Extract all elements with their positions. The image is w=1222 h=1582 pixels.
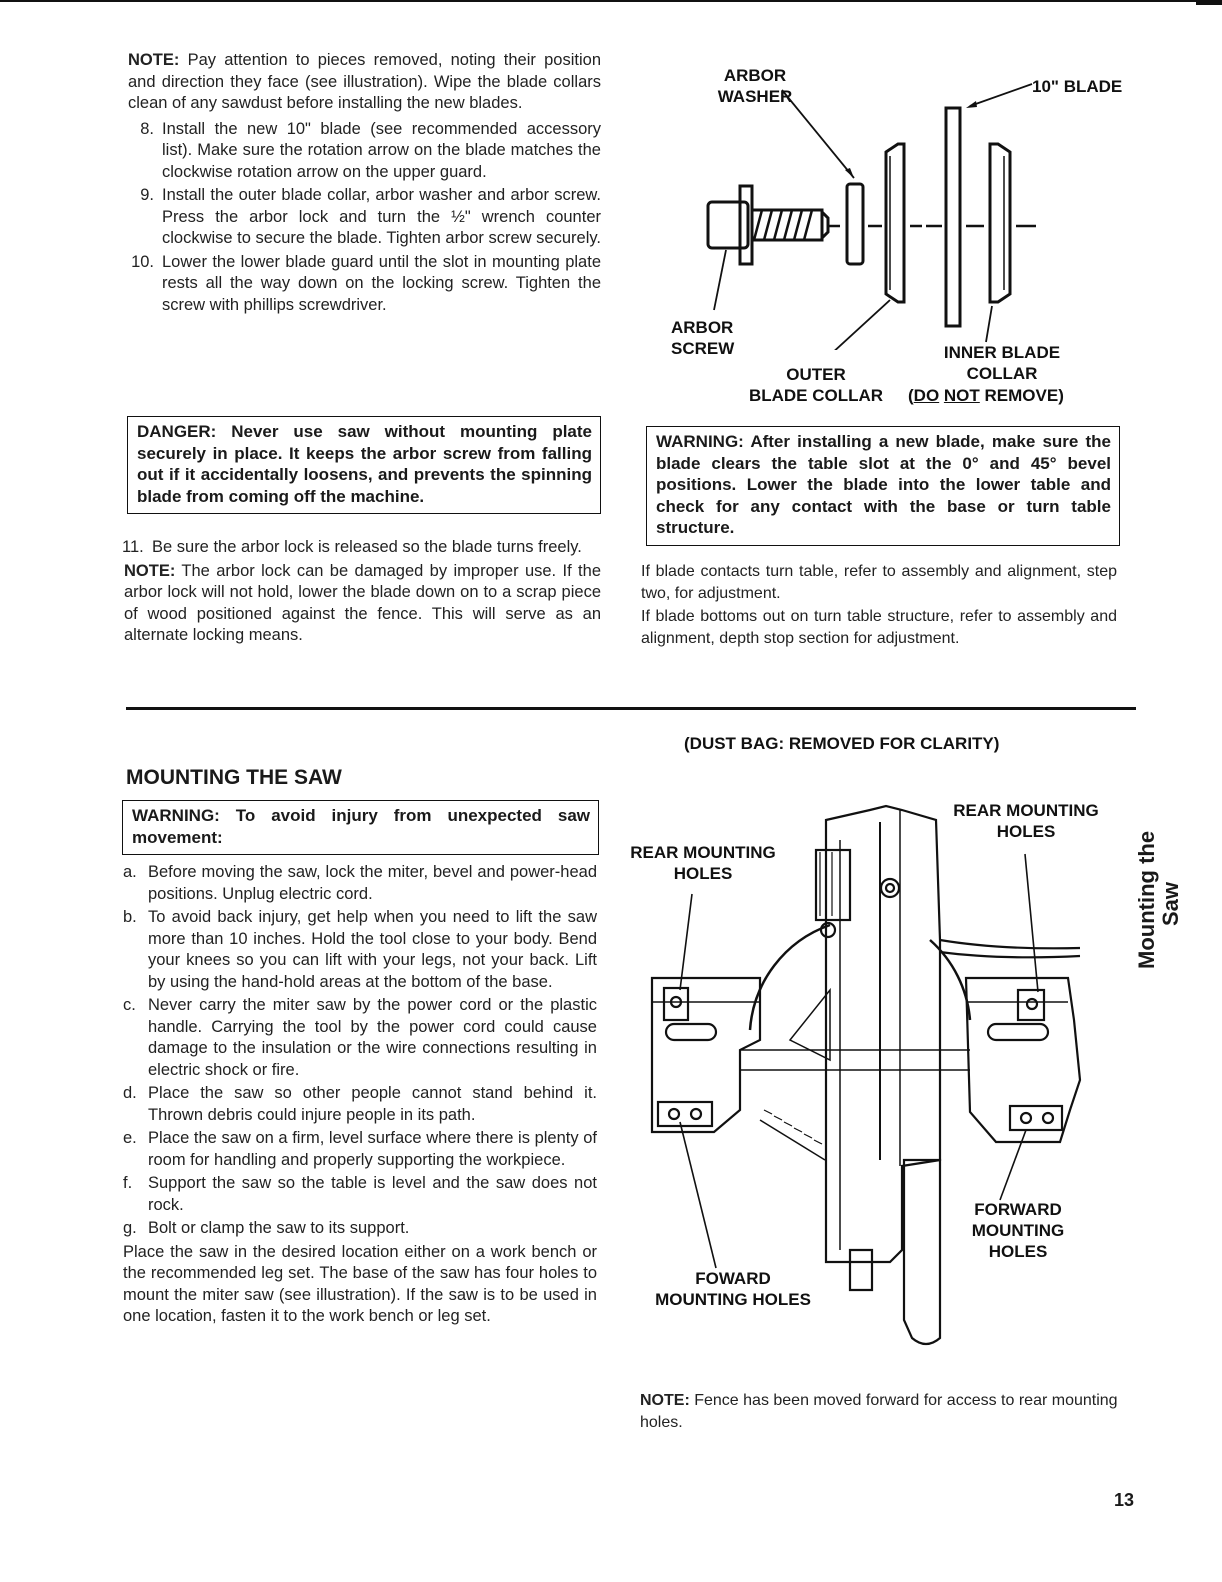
forward-left-holes [658,1102,712,1126]
note2-paragraph [124,561,601,647]
fence-note [640,1390,1118,1433]
label-line: INNER BLADE [943,343,1061,362]
label-line: MOUNTING [971,1221,1065,1240]
saw-handle [904,1160,940,1344]
top-rule-corner [1196,0,1222,5]
outer-collar-label [736,364,896,406]
do-word: DO [913,386,940,405]
label-line: BLADE COLLAR [748,386,884,405]
list-item [123,1173,597,1216]
item-letter: f. [123,1174,133,1192]
rear-right-hole [1018,990,1044,1020]
outer-blade-collar [886,144,904,302]
note-label: NOTE: [640,1392,690,1409]
install-steps [122,119,601,317]
side-tab-line: Saw [1158,881,1183,927]
mounting-list [123,862,597,1240]
note2-text: The arbor lock can be damaged by improper use. If the arbor lock will not hold, lower the blade down on to a scrap piece of wood positioned against the fence. This will serve as an alternate locking means. [124,561,601,644]
list-item [123,862,597,905]
item-letter: d. [123,1084,137,1102]
page-number: 13 [1114,1490,1135,1510]
step-number: 9. [140,186,154,204]
pivot-bolt [881,879,899,897]
top-rule [0,0,1222,2]
diagram-caption: (DUST BAG: REMOVED FOR CLARITY) [684,734,1000,753]
item-text: To avoid back injury, get help when you need to lift the saw more than 10 inches. Hold the tool close to your body. Bend your knees so you can lift with your legs, not your back. Lift by using the hand-hold areas at the bottom of the base. [148,908,597,991]
blade-warning-box: WARNING: After installing a new blade, make sure the blade clears the table slot at the 0° and 45° bevel positions. Lower the blade into the lower table and check for any contact with the base or turn table structure. [646,426,1120,546]
not-word: NOT [943,386,980,405]
list-item [122,119,601,184]
section-divider [126,707,1136,710]
label-line: HOLES [673,864,733,883]
section-heading: MOUNTING THE SAW [126,766,342,789]
item-letter: c. [123,996,136,1014]
note-text: Pay attention to pieces removed, noting their position and direction they face (see illustration). Wipe the blade collars clean of any sawdust before installing the new blades. [128,51,601,112]
mounting-instructions [123,862,597,1328]
item-letter: e. [123,1129,137,1147]
label-line: OUTER [786,365,846,384]
blade-assembly-diagram [640,50,1160,420]
list-item [122,252,601,317]
label-line: MOUNTING HOLES [655,1290,811,1309]
label-line: WASHER [717,87,793,106]
fence-note-paragraph [640,1390,1118,1433]
do-not-remove-label [908,385,1064,406]
hand-hold-left [666,1024,716,1040]
item-text: Never carry the miter saw by the power cord or the plastic handle. Carrying the tool by the power cord could cause damage to the insulation or the wire connections resulting in electric shock or fire. [148,996,597,1079]
top-left-column [128,50,601,318]
note2-label: NOTE: [124,561,176,580]
label-line: ARBOR [671,318,734,337]
label-line: FOWARD [695,1269,771,1288]
saw-blade [946,108,960,326]
note-label: NOTE: [128,51,180,69]
label-line: REAR MOUNTING [953,801,1099,820]
step-number: 10. [131,252,154,271]
step-text: Install the outer blade collar, arbor washer and arbor screw. Press the arbor lock and turn the ½" wrench counter clockwise to secure the blade. Tighten arbor screw securely. [162,186,601,247]
hand-hold-right [988,1024,1048,1040]
list-item [122,537,601,559]
label-line: COLLAR [966,364,1038,383]
item-text: Bolt or clamp the saw to its support. [148,1219,410,1237]
list-item [123,995,597,1081]
label-line: REAR MOUNTING [630,843,776,862]
item-text: Place the saw so other people cannot stand behind it. Thrown debris could injure people in its path. [148,1084,597,1124]
list-item [123,1218,597,1240]
step-number: 11. [122,538,144,556]
step-text: Install the new 10" blade (see recommended accessory list). Make sure the rotation arrow on the blade matches the clockwise rotation arrow on the upper guard. [162,119,601,181]
saw-trigger [850,1250,872,1290]
top-right-text [641,561,1117,649]
label-line: FORWARD [974,1200,1062,1219]
item-letter: a. [123,863,137,881]
blade-arc-left [750,925,830,1030]
blade-label: 10" BLADE [1032,77,1123,96]
arbor-washer [847,184,863,264]
mounting-warning-box: WARNING: To avoid injury from unexpected saw movement: [122,800,599,855]
power-cord [940,940,1080,948]
rear-mounting-holes-left-label [617,842,789,884]
forward-right-holes [1010,1106,1062,1130]
arbor-screw-label [671,317,734,359]
list-item [123,1083,597,1126]
paren: ( [908,386,914,405]
step-11-list [122,537,601,559]
side-tab [1134,830,1187,969]
step-11-block [122,537,601,647]
remove-word: REMOVE) [979,386,1064,405]
mounting-closing-paragraph: Place the saw in the desired location either on a work bench or the recommended leg set. The base of the saw has four holes to mount the miter saw (see illustration). If the saw is to be used in one location, fasten it to the work bench or leg set. [123,1242,597,1325]
step-number: 8. [140,119,154,138]
blade-arc-right [930,940,970,1020]
label-line: SCREW [671,339,735,358]
list-item [123,907,597,993]
turntable-paragraph: If blade contacts turn table, refer to assembly and alignment, step two, for adjustment. [641,563,1117,602]
rear-left-hole [664,988,688,1020]
note-text: Fence has been moved forward for access to rear mounting holes. [640,1392,1118,1431]
inner-collar-label [932,342,1072,384]
rear-mounting-holes-right-label [938,800,1114,842]
danger-box: DANGER: Never use saw without mounting plate securely in place. It keeps the arbor screw from falling out if it accidentally loosens, and prevents the spinning blade from coming off the machine. [127,416,601,514]
inner-blade-collar [990,144,1010,302]
list-item [123,1128,597,1171]
list-item [122,185,601,250]
bottoms-out-paragraph: If blade bottoms out on turn table structure, refer to assembly and alignment, depth stop section for adjustment. [641,608,1117,647]
arbor-washer-label [705,65,805,107]
side-tab-line: Mounting the [1134,830,1159,969]
forward-mounting-holes-left-label [640,1268,826,1310]
item-text: Before moving the saw, lock the miter, bevel and power-head positions. Unplug electric cord. [148,863,597,903]
label-line: ARBOR [723,66,787,85]
saw-head [826,806,940,1262]
step-text: Be sure the arbor lock is released so the blade turns freely. [152,538,582,556]
forward-mounting-holes-right-label [958,1199,1078,1262]
arbor-screw-flange [740,186,752,264]
label-line: HOLES [996,822,1056,841]
motor-housing-left [816,850,850,920]
item-letter: b. [123,908,137,926]
step-text: Lower the lower blade guard until the slot in mounting plate rests all the way down on the locking screw. Tighten the screw with phillips screwdriver. [162,252,601,314]
base-left-wing [652,978,760,1132]
label-line: HOLES [988,1242,1048,1261]
item-text: Support the saw so the table is level and the saw does not rock. [148,1174,597,1214]
item-text: Place the saw on a firm, level surface where there is plenty of room for handling and properly supporting the workpiece. [148,1129,597,1169]
note-paragraph [128,50,601,115]
item-letter: g. [123,1219,137,1237]
arbor-screw-head [708,202,748,248]
